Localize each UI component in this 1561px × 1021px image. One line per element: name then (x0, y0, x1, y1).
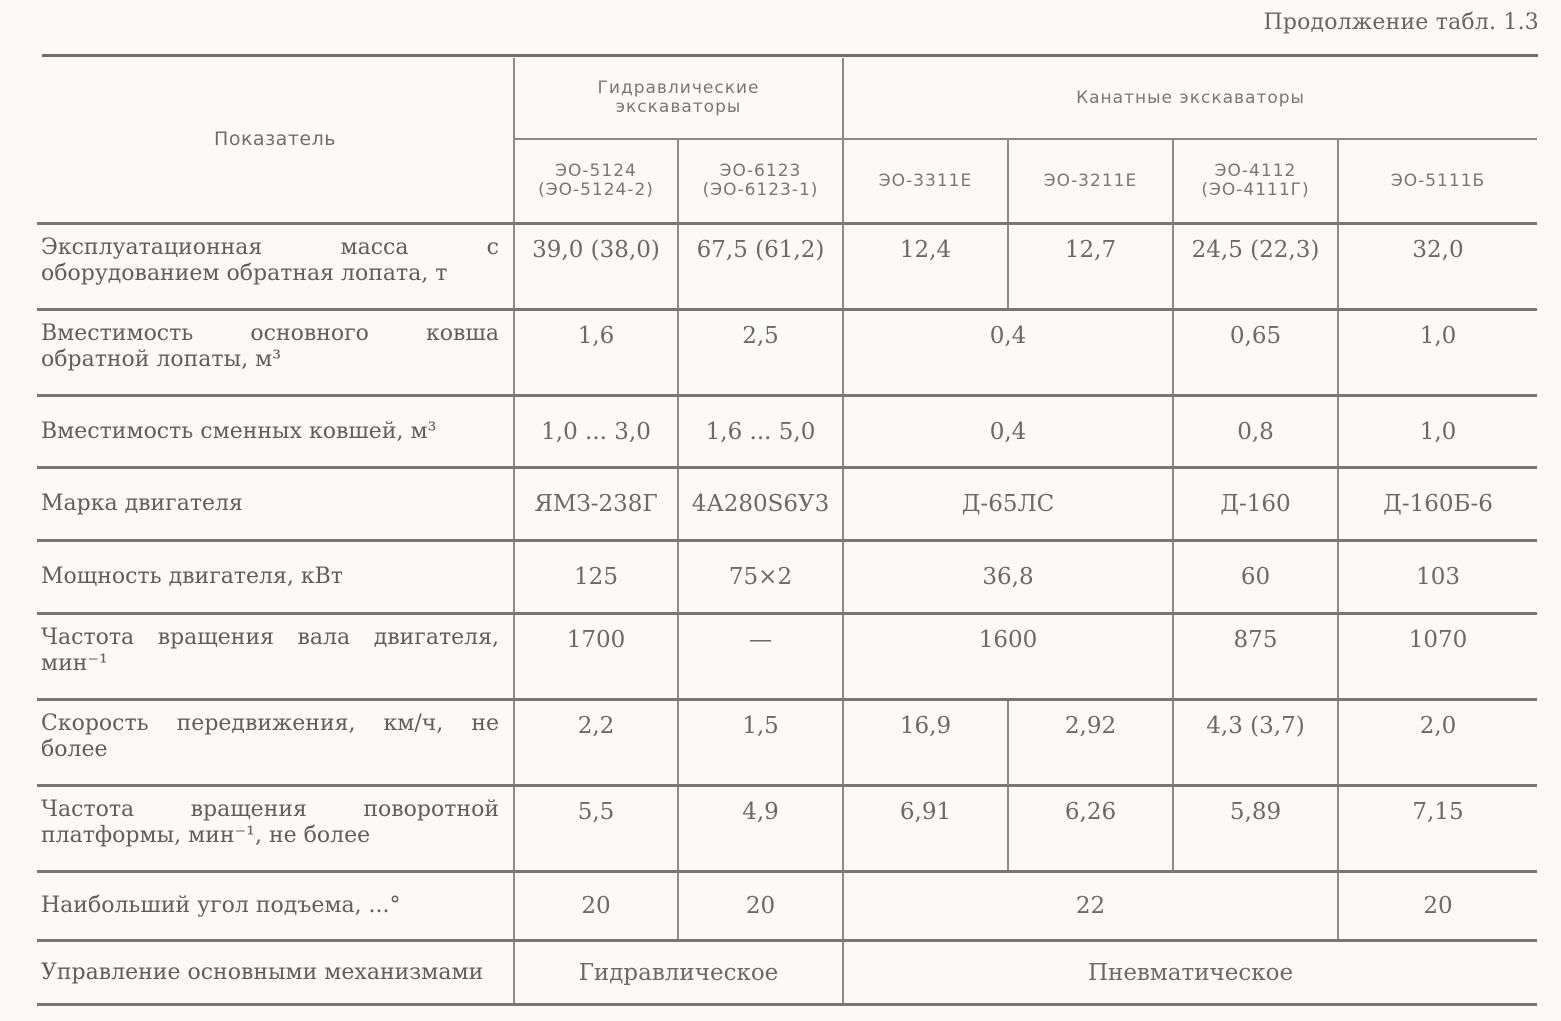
header-group-hydraulic: Гидравлические экскаваторы (514, 58, 843, 139)
table-row (37, 468, 1537, 541)
cell-value: 103 (1338, 541, 1537, 614)
cell-value: 36,8 (843, 541, 1173, 614)
row-label: Вместимость сменных ковшей, м³ (37, 396, 514, 468)
row-label: Частота вращения вала двигателя, мин⁻¹ (37, 614, 514, 700)
row-label: Наибольший угол подъема, ...° (37, 872, 514, 941)
cell-value: 1,5 (678, 700, 843, 786)
cell-value: 4,9 (678, 786, 843, 872)
cell-value: 4А280S6У3 (678, 468, 843, 541)
header-model: ЭО-5111Б (1338, 139, 1537, 224)
cell-value: Гидравлическое (514, 941, 843, 1005)
cell-value: 1,6 (514, 310, 678, 396)
excavator-specs-table (37, 58, 1537, 1006)
cell-value: 5,89 (1173, 786, 1338, 872)
header-model: ЭО-3311Е (843, 139, 1008, 224)
header-group-cable: Канатные экскаваторы (843, 58, 1537, 139)
cell-value: 1070 (1338, 614, 1537, 700)
cell-value: 75×2 (678, 541, 843, 614)
cell-value: 67,5 (61,2) (678, 224, 843, 310)
cell-value: Д-65ЛС (843, 468, 1173, 541)
cell-value: 39,0 (38,0) (514, 224, 678, 310)
table-row (37, 614, 1537, 700)
table-caption: Продолжение табл. 1.3 (1263, 10, 1539, 35)
cell-value: — (678, 614, 843, 700)
cell-value: 2,92 (1008, 700, 1173, 786)
row-label: Частота вращения поворотной платформы, мин⁻¹, не более (37, 786, 514, 872)
table-row (37, 396, 1537, 468)
cell-value: 1,0 (1338, 310, 1537, 396)
cell-value: Д-160Б-6 (1338, 468, 1537, 541)
cell-value: Д-160 (1173, 468, 1338, 541)
cell-value: 2,5 (678, 310, 843, 396)
table-row (37, 872, 1537, 941)
table-top-rule (42, 54, 1538, 57)
header-model: ЭО-5124 (ЭО-5124-2) (514, 139, 678, 224)
row-label: Эксплуатационная масса с оборудованием обратная лопата, т (37, 224, 514, 310)
cell-value: ЯМЗ-238Г (514, 468, 678, 541)
cell-value: 20 (514, 872, 678, 941)
row-label: Скорость передвижения, км/ч, не более (37, 700, 514, 786)
cell-value: 875 (1173, 614, 1338, 700)
cell-value: 6,91 (843, 786, 1008, 872)
cell-value: 1,6 ... 5,0 (678, 396, 843, 468)
cell-value: 6,26 (1008, 786, 1173, 872)
cell-value: 2,2 (514, 700, 678, 786)
table-row (37, 786, 1537, 872)
row-label: Управление основными механизмами (37, 941, 514, 1005)
table-row (37, 941, 1537, 1005)
cell-value: 2,0 (1338, 700, 1537, 786)
cell-value: 20 (678, 872, 843, 941)
cell-value: 12,4 (843, 224, 1008, 310)
table-row (37, 541, 1537, 614)
header-model: ЭО-6123 (ЭО-6123-1) (678, 139, 843, 224)
cell-value: 5,5 (514, 786, 678, 872)
cell-value: 0,8 (1173, 396, 1338, 468)
cell-value: 4,3 (3,7) (1173, 700, 1338, 786)
cell-value: 16,9 (843, 700, 1008, 786)
cell-value: 7,15 (1338, 786, 1537, 872)
cell-value: 60 (1173, 541, 1338, 614)
cell-value: 0,65 (1173, 310, 1338, 396)
row-label: Марка двигателя (37, 468, 514, 541)
cell-value: Пневматическое (843, 941, 1537, 1005)
table-row (37, 310, 1537, 396)
cell-value: 32,0 (1338, 224, 1537, 310)
cell-value: 1600 (843, 614, 1173, 700)
cell-value: 1700 (514, 614, 678, 700)
row-label: Вместимость основного ковша обратной лопаты, м³ (37, 310, 514, 396)
table-row (37, 700, 1537, 786)
cell-value: 24,5 (22,3) (1173, 224, 1338, 310)
cell-value: 12,7 (1008, 224, 1173, 310)
cell-value: 0,4 (843, 396, 1173, 468)
cell-value: 1,0 (1338, 396, 1537, 468)
row-label: Мощность двигателя, кВт (37, 541, 514, 614)
cell-value: 125 (514, 541, 678, 614)
cell-value: 22 (843, 872, 1338, 941)
cell-value: 1,0 ... 3,0 (514, 396, 678, 468)
table-row (37, 224, 1537, 310)
header-model: ЭО-3211Е (1008, 139, 1173, 224)
cell-value: 0,4 (843, 310, 1173, 396)
header-model: ЭО-4112 (ЭО-4111Г) (1173, 139, 1338, 224)
header-indicator: Показатель (214, 128, 336, 150)
cell-value: 20 (1338, 872, 1537, 941)
